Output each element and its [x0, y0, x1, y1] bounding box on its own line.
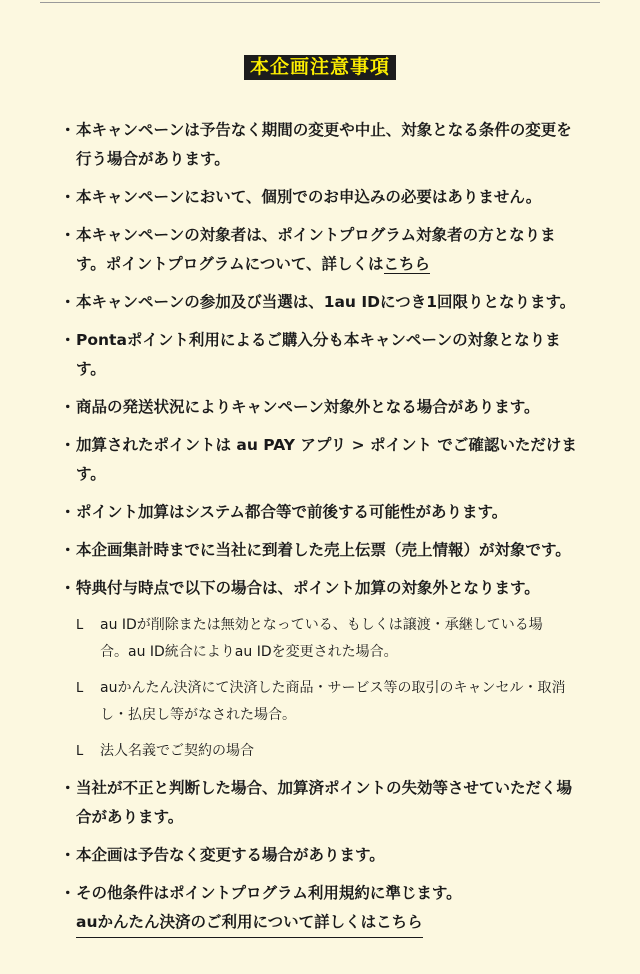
- point-program-link[interactable]: こちら: [383, 255, 431, 273]
- bullet: ・: [60, 846, 76, 864]
- list-item: [60, 431, 585, 489]
- item-text: Pontaポイント利用によるご購入分も本キャンペーンの対象となります。: [76, 331, 561, 378]
- sub-item-text: auかんたん決済にて決済した商品・サービス等の取引のキャンセル・取消し・払戻し等がなされた場合。: [100, 680, 566, 723]
- item-text: 加算されたポイントは au PAY アプリ > ポイント でご確認いただけます。: [76, 436, 577, 483]
- item-text: ポイント加算はシステム都合等で前後する可能性があります。: [76, 503, 508, 521]
- sub-mark: L: [76, 618, 84, 633]
- sub-list-item: [60, 612, 570, 666]
- item-text: 本キャンペーンの対象者は、ポイントプログラム対象者の方となります。ポイントプログラムについて、詳しくは: [76, 226, 556, 273]
- list-item: [60, 288, 585, 317]
- bullet: ・: [60, 541, 76, 559]
- item-text: 本キャンペーンにおいて、個別でのお申込みの必要はありません。: [76, 188, 542, 206]
- notice-title: 本企画注意事項: [244, 55, 396, 80]
- item-text: 当社が不正と判断した場合、加算済ポイントの失効等させていただく場合があります。: [76, 779, 573, 826]
- list-item: [60, 498, 585, 527]
- item-text: 本企画は予告なく変更する場合があります。: [76, 846, 385, 864]
- list-item: [60, 393, 585, 422]
- list-item: [60, 183, 585, 212]
- notice-list: [60, 116, 585, 947]
- list-item: [60, 774, 585, 832]
- bullet: ・: [60, 779, 76, 797]
- bullet: ・: [60, 188, 76, 206]
- sub-item-text: au IDが削除または無効となっている、もしくは譲渡・承継している場合。au ID統合によりau IDを変更された場合。: [100, 617, 543, 660]
- list-item: [60, 841, 585, 870]
- list-item: [60, 221, 585, 279]
- title-wrap: [0, 55, 640, 80]
- item-text: 本キャンペーンは予告なく期間の変更や中止、対象となる条件の変更を行う場合があります。: [76, 121, 572, 168]
- item-text: 本企画集計時までに当社に到着した売上伝票（売上情報）が対象です。: [76, 541, 571, 559]
- bullet: ・: [60, 436, 76, 454]
- bullet: ・: [60, 226, 76, 244]
- list-item: [60, 574, 585, 603]
- item-text: 本キャンペーンの参加及び当選は、1au IDにつき1回限りとなります。: [76, 293, 576, 311]
- bullet: ・: [60, 579, 76, 597]
- bullet: ・: [60, 293, 76, 311]
- bullet: ・: [60, 884, 76, 902]
- bullet: ・: [60, 503, 76, 521]
- sub-mark: L: [76, 744, 84, 759]
- au-easy-payment-link[interactable]: auかんたん決済のご利用について詳しくはこちら: [76, 908, 423, 938]
- list-item: [60, 536, 585, 565]
- list-item: [60, 879, 585, 938]
- sub-list-item: [60, 738, 570, 765]
- item-text: 特典付与時点で以下の場合は、ポイント加算の対象外となります。: [76, 579, 540, 597]
- bullet: ・: [60, 398, 76, 416]
- item-text: 商品の発送状況によりキャンペーン対象外となる場合があります。: [76, 398, 540, 416]
- bullet: ・: [60, 121, 76, 139]
- bullet: ・: [60, 331, 76, 349]
- sub-mark: L: [76, 681, 84, 696]
- item-text: その他条件はポイントプログラム利用規約に準じます。: [76, 884, 462, 902]
- sub-item-text: 法人名義でご契約の場合: [100, 743, 254, 759]
- sub-list-item: [60, 675, 570, 729]
- list-item: [60, 326, 585, 384]
- list-item: [60, 116, 585, 174]
- top-divider: [40, 2, 600, 3]
